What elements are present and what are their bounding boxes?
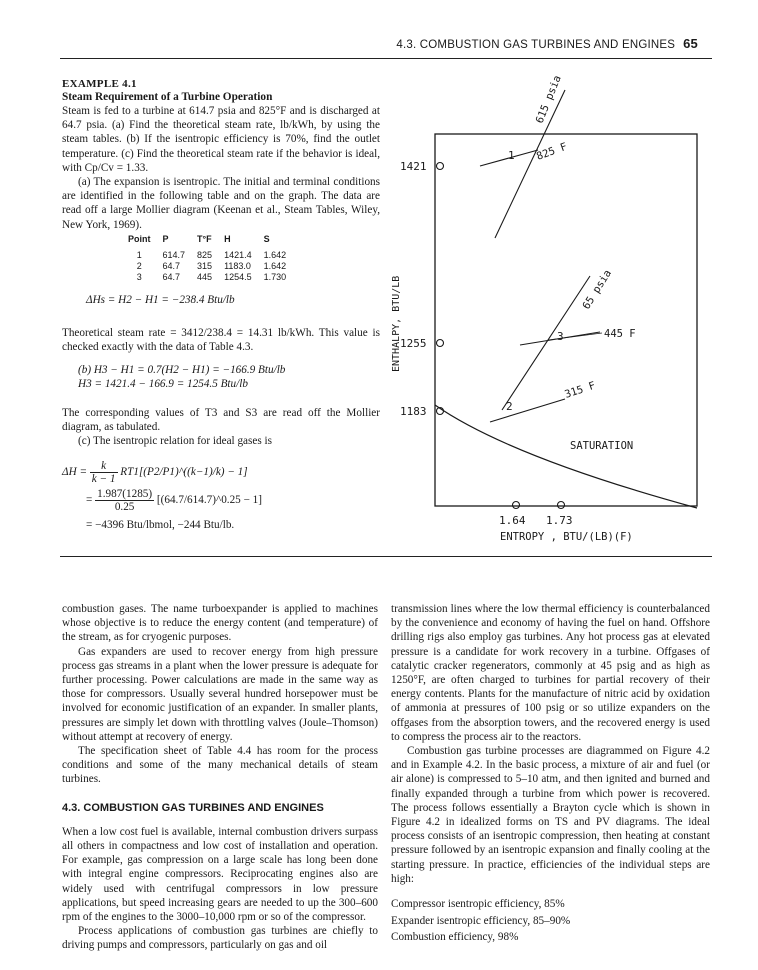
equation-3: = −4396 Btu/lbmol, −244 Btu/lb. — [86, 519, 235, 531]
right-paragraph: transmission lines where the low thermal efficiency is counterbalanced by the convenience and economy of having the fuel on hand. Offshore drilling rigs also employ gas turbines. Any hot process gas at elevated pressure is a candidate for work recovery in a turbine. Offgases of catalytic cracker regenerators, commonly at 45 psig and as high as 1250°F, are often charged to turbines for partial recovery of their energy contents. Plants for the manufacture of nitric acid by oxidation of ammonia at pressures of 100 psig or so utilize expanders on the offgases from the absorption towers, and the recovered energy is used to compress the process air to the reactors. — [391, 603, 710, 743]
part-b-line-2: H3 = 1421.4 − 166.9 = 1254.5 Btu/lb — [78, 378, 248, 390]
right-paragraph: Combustion gas turbine processes are diagrammed on Figure 4.2 and in Example 4.2. In the basic process, a mixture of air and fuel (or air alone) is compressed to 5–10 atm, and then ignited and burned and finally expanded through a turbine from which power is recovered. The process follows essentially a Brayton cycle which is shown in Figure 4.2 in idealized forms on TS and PV diagrams. The ideal process consists of an isentropic compression, then heating at constant pressure followed by an isentropic expansion and finally cooling at the starting pressure. In practice, efficiencies of the individual steps are high: — [391, 745, 710, 885]
left-paragraph: combustion gases. The name turboexpander is applied to machines whose objective is to reduce the energy content (and temperature) of the stream, as for cryogenic purposes. — [62, 603, 378, 644]
left-paragraph: The specification sheet of Table 4.4 has room for the process conditions and some of the many mechanical details of steam turbines. — [62, 745, 378, 786]
x-tick-1.64: 1.64 — [499, 514, 526, 527]
isotherm-825-label: 825 F — [534, 140, 569, 163]
problem-text: Steam is fed to a turbine at 614.7 psia and 825°F and is discharged at 64.7 psia. (a) Find the theoretical steam rate, lb/kWh, by using the steam tables. (b) If the isentropic efficiency is 70%, find the outlet temperature. (c) Find the theoretical steam rate if the behavior is ideal, with Cp/Cv = 1.33. — [62, 105, 380, 174]
table-header: P — [162, 234, 169, 244]
top-rule — [60, 58, 712, 59]
table-cell: 64.7 — [162, 272, 181, 282]
y-tick-marker — [437, 340, 444, 347]
y-tick-1255: 1255 — [400, 337, 427, 350]
steam-rate-text: Theoretical steam rate = 3412/238.4 = 14.31 lb/kWh. This value is checked exactly with the data of Table 4.3. — [62, 327, 380, 354]
eq1-fraction — [90, 460, 118, 485]
eq1-numerator: k — [90, 460, 118, 473]
example-label: EXAMPLE 4.1 — [62, 78, 137, 90]
table-cell: 1421.4 — [224, 250, 252, 260]
table-cell: 315 — [197, 261, 213, 271]
x-tick-marker — [513, 502, 520, 509]
y-axis-label: ENTHALPY, BTU/LB — [391, 275, 402, 372]
eq2-numerator: 1.987(1285) — [97, 488, 153, 500]
isobar-615-label: 615 psia — [533, 73, 564, 126]
table-row — [122, 261, 292, 272]
left-paragraph: When a low cost fuel is available, internal combustion drivers surpass all others in compactness and low cost of installation and operation. For example, gas compression on a large scale has long been done with integral engine compressors. Reciprocating engines also are widely used with centrifugal compressors in low pressure applications, but speed increasing gears are needed to up the 300–600 rpm of the engines to the 3000–10,000 rpm or so of the compressor. — [62, 825, 378, 924]
table-cell: 825 — [197, 250, 213, 260]
point-1-label: 1 — [508, 149, 515, 162]
efficiency-item: Combustion efficiency, 98% — [391, 931, 519, 944]
isotherm-315-label: 315 F — [563, 379, 597, 401]
y-tick-marker — [437, 163, 444, 170]
table-header: T°F — [197, 234, 212, 244]
table-cell: 445 — [197, 272, 213, 282]
eq1-rhs: RT1[(P2/P1)^((k−1)/k) − 1] — [120, 466, 248, 479]
left-paragraph: Process applications of combustion gas turbines are chiefly to driving pumps and compressors, particularly on gas and oil — [62, 925, 378, 952]
isobar-65-label: 65 psia — [580, 267, 615, 312]
mid-rule — [60, 556, 712, 557]
page-number: 65 — [683, 36, 698, 51]
table-cell: 1254.5 — [224, 272, 252, 282]
state-table — [122, 234, 292, 283]
right-column — [391, 602, 710, 946]
table-header: H — [224, 234, 231, 244]
eq1-lhs: ΔH = — [62, 466, 87, 479]
diagram-frame — [435, 134, 697, 506]
y-tick-1183: 1183 — [400, 405, 427, 418]
example-problem — [62, 104, 380, 232]
table-cell: 3 — [136, 272, 142, 282]
table-cell: 614.7 — [162, 250, 186, 260]
point-2-label: 2 — [506, 400, 513, 413]
table-cell: 1183.0 — [224, 261, 251, 271]
x-tick-marker — [558, 502, 565, 509]
x-tick-1.73: 1.73 — [546, 514, 573, 527]
eq2-rhs: [(64.7/614.7)^0.25 − 1] — [156, 494, 262, 507]
running-head-title: 4.3. COMBUSTION GAS TURBINES AND ENGINES — [396, 39, 676, 51]
mollier-diagram — [380, 62, 712, 550]
table-cell: 2 — [136, 261, 142, 271]
part-c-text: (c) The isentropic relation for ideal gases is — [78, 435, 272, 448]
example-title: Steam Requirement of a Turbine Operation — [62, 91, 273, 103]
table-row — [122, 272, 292, 283]
isotherm-445-label: 445 F — [604, 328, 636, 340]
table-cell: 1.642 — [263, 261, 287, 271]
eq1-denominator: k − 1 — [91, 473, 116, 485]
left-paragraph: Gas expanders are used to recover energy from high pressure process gas streams in a plant when the lower pressure is adequate for further processing. Power calculations are made in the same way as those for compressors. Usually several hundred horsepower must be involved for economic justification of an expander. In smaller plants, pressures are simply let down with throttling valves (Joule–Thomson) without attempt at recovery of energy. — [62, 645, 378, 743]
section-heading: 4.3. COMBUSTION GAS TURBINES AND ENGINES — [62, 801, 324, 814]
point-3-label: 3 — [557, 330, 564, 343]
table-cell: 64.7 — [162, 261, 181, 271]
delta-hs-equation: ΔHs = H2 − H1 = −238.4 Btu/lb — [86, 294, 235, 306]
equation-2: = $\frac{1.987(1285)}{0.25}$ [(64.7/614.7)^0.25 − 1] — [86, 488, 262, 513]
table-header: Point — [128, 234, 151, 244]
efficiency-item: Compressor isentropic efficiency, 85% — [391, 898, 565, 911]
eq2-denominator: 0.25 — [114, 501, 135, 513]
table-row — [122, 250, 292, 261]
part-a-text: (a) The expansion is isentropic. The initial and terminal conditions are identified in the following table and on the graph. The data are read off a large Mollier diagram (Keenan et al., Steam Tables, Wiley, New York, 1969). — [62, 176, 380, 231]
eq2-fraction — [95, 488, 154, 513]
x-axis-label: ENTROPY , BTU/(LB)(F) — [500, 531, 633, 543]
corresponding-text — [62, 406, 380, 449]
isotherm-315-line — [490, 399, 565, 422]
table-cell: 1.730 — [263, 272, 287, 282]
corresponding-paragraph: The corresponding values of T3 and S3 are read off the Mollier diagram, as tabulated. — [62, 407, 380, 434]
table-header: S — [263, 234, 270, 244]
efficiency-item: Expander isentropic efficiency, 85–90% — [391, 914, 571, 927]
table-cell: 1.642 — [263, 250, 287, 260]
part-b-line-1: (b) H3 − H1 = 0.7(H2 − H1) = −166.9 Btu/lb — [78, 364, 286, 376]
saturation-curve — [435, 405, 697, 508]
equation-1 — [62, 460, 248, 485]
isobar-615-line — [495, 90, 565, 238]
left-column — [62, 602, 378, 953]
saturation-label: SATURATION — [570, 440, 634, 452]
table-cell: 1 — [136, 250, 142, 260]
y-tick-1421: 1421 — [400, 160, 427, 173]
running-head — [396, 36, 698, 51]
